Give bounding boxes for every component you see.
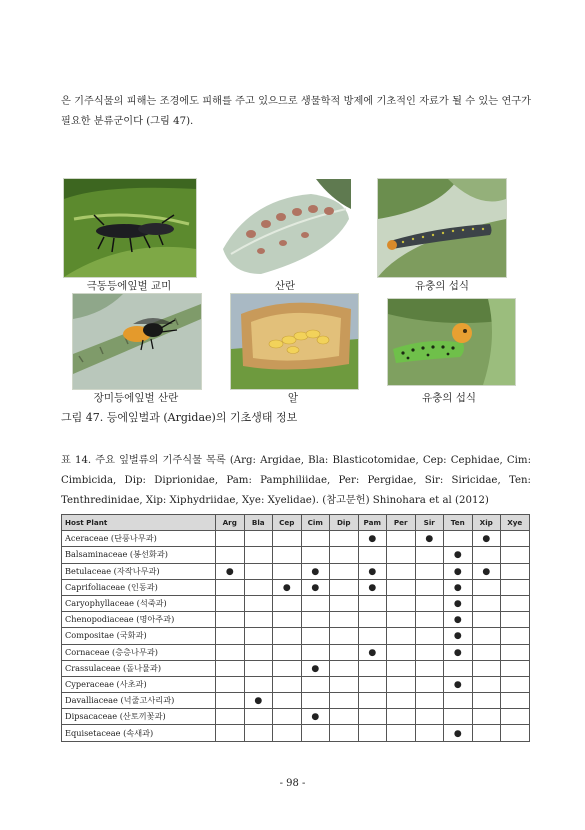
- mark-cell: [301, 676, 330, 692]
- mark-cell: [330, 595, 359, 611]
- host-plant-cell: Cyperaceae (사초과): [62, 676, 216, 692]
- mark-cell: [273, 709, 302, 725]
- mark-cell: [444, 579, 473, 595]
- mark-cell: [444, 595, 473, 611]
- mark-cell: [501, 579, 530, 595]
- mark-cell: [216, 660, 245, 676]
- host-plant-cell: Dipsacaceae (산토끼꽃과): [62, 709, 216, 725]
- mark-cell: [273, 660, 302, 676]
- host-record-mark: ●: [282, 582, 291, 593]
- mark-cell: [273, 547, 302, 563]
- host-record-mark: ●: [482, 534, 491, 545]
- mark-cell: [273, 612, 302, 628]
- mark-cell: [444, 644, 473, 660]
- mark-cell: [501, 693, 530, 709]
- mark-cell: [444, 547, 473, 563]
- mark-cell: [244, 693, 273, 709]
- host-record-mark: ●: [453, 728, 462, 739]
- mark-cell: [501, 709, 530, 725]
- photo-caption: 유충의 섭식: [414, 280, 470, 292]
- table-caption: 표 14. 주요 잎벌류의 기주식물 목록 (Arg: Argidae, Bla: Blasticotomidae, Cep: Cephidae, Cim: Cimbicida, Dip: Diprionidae, Pam: Pamphiliidae, Per: Pergidae, Sir: Siricidae, Ten: Tenthredinidae, Xip: Xiphydriidae, Xye: Xyelidae). (참고문헌) Shinohara et al (2012): [61, 455, 531, 506]
- column-header: Dip: [330, 515, 359, 531]
- host-record-mark: ●: [453, 599, 462, 610]
- mark-cell: [358, 579, 387, 595]
- mark-cell: [472, 693, 501, 709]
- mark-cell: [501, 595, 530, 611]
- mark-cell: [501, 612, 530, 628]
- mark-cell: [216, 579, 245, 595]
- mark-cell: [216, 628, 245, 644]
- mark-cell: [387, 563, 416, 579]
- mark-cell: [415, 676, 444, 692]
- mark-cell: [501, 563, 530, 579]
- mark-cell: [301, 660, 330, 676]
- mark-cell: [216, 725, 245, 741]
- mark-cell: [273, 579, 302, 595]
- column-header: Arg: [216, 515, 245, 531]
- host-plant-cell: Equisetaceae (속새과): [62, 725, 216, 741]
- mark-cell: [387, 547, 416, 563]
- mark-cell: [472, 563, 501, 579]
- mark-cell: [415, 595, 444, 611]
- mark-cell: [301, 709, 330, 725]
- host-record-mark: ●: [425, 534, 434, 545]
- table-row: [62, 660, 530, 676]
- host-plant-cell: Crassulaceae (돌나물과): [62, 660, 216, 676]
- mark-cell: [244, 644, 273, 660]
- mark-cell: [387, 579, 416, 595]
- mark-cell: [415, 709, 444, 725]
- mark-cell: [472, 628, 501, 644]
- mark-cell: [330, 563, 359, 579]
- mark-cell: [330, 693, 359, 709]
- mark-cell: [472, 595, 501, 611]
- mark-cell: [472, 660, 501, 676]
- mark-cell: [330, 547, 359, 563]
- host-record-mark: ●: [368, 566, 377, 577]
- mark-cell: [216, 693, 245, 709]
- mark-cell: [472, 547, 501, 563]
- mark-cell: [244, 595, 273, 611]
- column-header: Sir: [415, 515, 444, 531]
- table-row: [62, 595, 530, 611]
- mark-cell: [301, 579, 330, 595]
- mark-cell: [358, 547, 387, 563]
- column-header: Xip: [472, 515, 501, 531]
- mark-cell: [415, 628, 444, 644]
- mark-cell: [358, 531, 387, 547]
- mark-cell: [301, 595, 330, 611]
- host-record-mark: ●: [453, 582, 462, 593]
- table-row: [62, 693, 530, 709]
- mark-cell: [330, 644, 359, 660]
- mark-cell: [358, 563, 387, 579]
- mark-cell: [244, 628, 273, 644]
- mark-cell: [472, 531, 501, 547]
- column-header: Pam: [358, 515, 387, 531]
- table-row: [62, 612, 530, 628]
- page-number: - 98 -: [279, 778, 306, 789]
- column-header: Ten: [444, 515, 473, 531]
- mark-cell: [301, 628, 330, 644]
- mark-cell: [273, 628, 302, 644]
- mark-cell: [330, 660, 359, 676]
- mark-cell: [273, 595, 302, 611]
- mark-cell: [387, 628, 416, 644]
- mark-cell: [444, 660, 473, 676]
- mark-cell: [358, 676, 387, 692]
- mark-cell: [472, 644, 501, 660]
- host-plant-cell: Cornaceae (층층나무과): [62, 644, 216, 660]
- host-plant-cell: Chenopodiaceae (명아주과): [62, 612, 216, 628]
- mark-cell: [472, 579, 501, 595]
- intro-paragraph: 은 기주식물의 피해는 조경에도 피해를 주고 있으므로 생물학적 방제에 기초적인 자료가 될 수 있는 연구가 필요한 분류군이다 (그림 47).: [61, 96, 531, 127]
- mark-cell: [358, 725, 387, 741]
- mark-cell: [216, 595, 245, 611]
- mark-cell: [301, 693, 330, 709]
- mark-cell: [472, 612, 501, 628]
- mark-cell: [301, 644, 330, 660]
- mark-cell: [444, 628, 473, 644]
- green-larva-photo: [387, 298, 516, 386]
- mark-cell: [472, 676, 501, 692]
- mark-cell: [330, 612, 359, 628]
- host-plant-cell: Davalliaceae (넉줄고사리과): [62, 693, 216, 709]
- mark-cell: [387, 709, 416, 725]
- host-record-mark: ●: [368, 647, 377, 658]
- mark-cell: [472, 725, 501, 741]
- mark-cell: [387, 660, 416, 676]
- host-plant-table: [61, 514, 530, 742]
- photo-caption: 산란: [274, 280, 296, 292]
- mark-cell: [301, 531, 330, 547]
- table-row: [62, 725, 530, 741]
- host-record-mark: ●: [254, 696, 263, 707]
- mark-cell: [330, 579, 359, 595]
- host-plant-cell: Aceraceae (단풍나무과): [62, 531, 216, 547]
- mark-cell: [273, 676, 302, 692]
- host-plant-cell: Compositae (국화과): [62, 628, 216, 644]
- mark-cell: [387, 644, 416, 660]
- mark-cell: [358, 644, 387, 660]
- table-row: [62, 644, 530, 660]
- host-plant-cell: Balsaminaceae (봉선화과): [62, 547, 216, 563]
- mark-cell: [501, 725, 530, 741]
- host-record-mark: ●: [311, 712, 320, 723]
- mark-cell: [387, 595, 416, 611]
- mark-cell: [358, 612, 387, 628]
- mark-cell: [472, 709, 501, 725]
- mark-cell: [330, 725, 359, 741]
- mark-cell: [244, 612, 273, 628]
- mark-cell: [501, 644, 530, 660]
- mark-cell: [387, 676, 416, 692]
- mark-cell: [387, 725, 416, 741]
- mark-cell: [273, 725, 302, 741]
- mark-cell: [244, 579, 273, 595]
- eggs-photo: [230, 293, 359, 390]
- mark-cell: [244, 531, 273, 547]
- mark-cell: [301, 563, 330, 579]
- photo-caption: 알: [287, 392, 299, 404]
- photo-caption: 유충의 섭식: [421, 392, 477, 404]
- mark-cell: [244, 709, 273, 725]
- mark-cell: [387, 693, 416, 709]
- table-row: [62, 579, 530, 595]
- mark-cell: [216, 644, 245, 660]
- table-row: [62, 676, 530, 692]
- mark-cell: [216, 531, 245, 547]
- host-record-mark: ●: [311, 566, 320, 577]
- mark-cell: [216, 709, 245, 725]
- mark-cell: [244, 725, 273, 741]
- host-plant-header: Host Plant: [62, 515, 216, 531]
- host-record-mark: ●: [368, 534, 377, 545]
- mark-cell: [301, 612, 330, 628]
- mark-cell: [301, 547, 330, 563]
- mark-cell: [244, 660, 273, 676]
- host-record-mark: ●: [225, 566, 234, 577]
- mark-cell: [444, 709, 473, 725]
- mark-cell: [415, 644, 444, 660]
- host-record-mark: ●: [368, 582, 377, 593]
- mark-cell: [444, 563, 473, 579]
- column-header: Bla: [244, 515, 273, 531]
- mark-cell: [387, 612, 416, 628]
- mark-cell: [501, 628, 530, 644]
- table-header-row: [62, 515, 530, 531]
- mark-cell: [415, 725, 444, 741]
- column-header: Cim: [301, 515, 330, 531]
- mark-cell: [501, 547, 530, 563]
- mark-cell: [216, 676, 245, 692]
- host-record-mark: ●: [453, 679, 462, 690]
- mark-cell: [444, 612, 473, 628]
- table-row: [62, 563, 530, 579]
- table-row: [62, 531, 530, 547]
- mark-cell: [444, 531, 473, 547]
- photo-caption: 장미등에잎벌 산란: [93, 392, 179, 404]
- mark-cell: [415, 612, 444, 628]
- mark-cell: [244, 547, 273, 563]
- host-record-mark: ●: [311, 582, 320, 593]
- table-row: [62, 709, 530, 725]
- mark-cell: [273, 693, 302, 709]
- column-header: Per: [387, 515, 416, 531]
- host-record-mark: ●: [482, 566, 491, 577]
- mark-cell: [330, 709, 359, 725]
- mark-cell: [415, 660, 444, 676]
- leaf-egg-scars-photo: [220, 178, 352, 278]
- larva-feeding-photo: [377, 178, 507, 278]
- host-record-mark: ●: [453, 631, 462, 642]
- mark-cell: [216, 563, 245, 579]
- mark-cell: [301, 725, 330, 741]
- column-header: Xye: [501, 515, 530, 531]
- mark-cell: [358, 595, 387, 611]
- sawfly-mating-photo: [63, 178, 197, 278]
- host-record-mark: ●: [453, 647, 462, 658]
- mark-cell: [444, 725, 473, 741]
- mark-cell: [273, 644, 302, 660]
- mark-cell: [330, 628, 359, 644]
- figure-caption: 그림 47. 등에잎벌과 (Argidae)의 기초생태 정보: [61, 411, 298, 424]
- mark-cell: [415, 693, 444, 709]
- mark-cell: [216, 612, 245, 628]
- host-record-mark: ●: [453, 566, 462, 577]
- host-record-mark: ●: [311, 663, 320, 674]
- mark-cell: [415, 531, 444, 547]
- mark-cell: [415, 563, 444, 579]
- mark-cell: [358, 709, 387, 725]
- mark-cell: [244, 563, 273, 579]
- photo-caption: 극동등에잎벌 교미: [86, 280, 172, 292]
- mark-cell: [415, 579, 444, 595]
- host-plant-cell: Betulaceae (자작나무과): [62, 563, 216, 579]
- host-plant-cell: Caprifoliaceae (인동과): [62, 579, 216, 595]
- mark-cell: [501, 660, 530, 676]
- mark-cell: [273, 531, 302, 547]
- host-record-mark: ●: [453, 550, 462, 561]
- mark-cell: [501, 676, 530, 692]
- mark-cell: [501, 531, 530, 547]
- table-row: [62, 628, 530, 644]
- mark-cell: [415, 547, 444, 563]
- sawfly-ovipositing-photo: [72, 293, 202, 390]
- host-record-mark: ●: [453, 615, 462, 626]
- mark-cell: [387, 531, 416, 547]
- mark-cell: [358, 628, 387, 644]
- mark-cell: [216, 547, 245, 563]
- mark-cell: [330, 676, 359, 692]
- mark-cell: [273, 563, 302, 579]
- mark-cell: [244, 676, 273, 692]
- mark-cell: [444, 676, 473, 692]
- table-row: [62, 547, 530, 563]
- column-header: Cep: [273, 515, 302, 531]
- mark-cell: [358, 693, 387, 709]
- mark-cell: [330, 531, 359, 547]
- mark-cell: [444, 693, 473, 709]
- host-plant-cell: Caryophyllaceae (석죽과): [62, 595, 216, 611]
- mark-cell: [358, 660, 387, 676]
